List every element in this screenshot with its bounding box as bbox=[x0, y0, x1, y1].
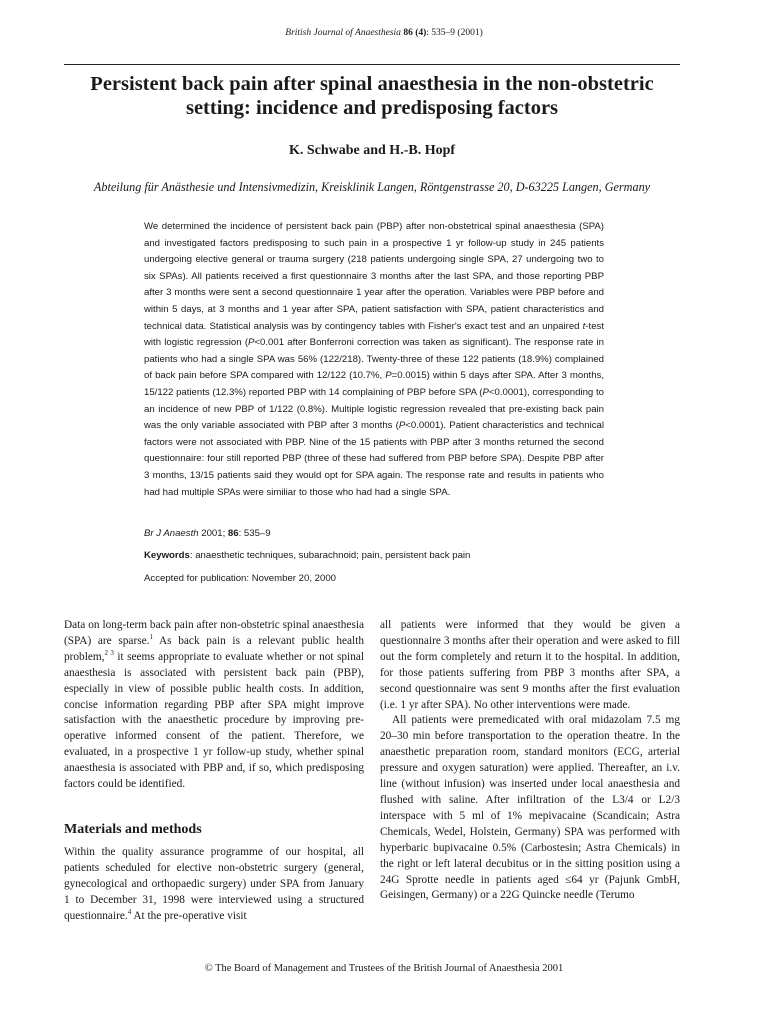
keywords-label: Keywords bbox=[144, 550, 190, 561]
intro-text: Data on long-term back pain after non-obstetric spinal anaesthesia (SPA) are sparse. bbox=[64, 619, 364, 647]
body-column-right bbox=[380, 618, 680, 904]
running-head bbox=[0, 27, 768, 39]
intro-text: As back pain is a relevant public health problem, bbox=[64, 634, 364, 663]
journal-citation bbox=[144, 527, 604, 541]
abstract-segment: <0.001 after Bonferroni correction was taken as significant). The response rate in patients who had a single SPA was 56% (122/218). Twenty-three of these 122 patients (18.9%) complained of back pain before SPA compared with 12/122 (10.7%, bbox=[144, 337, 604, 382]
methods-text: Within the quality assurance programme of our hospital, all patients scheduled for elective non-obstetric surgery (general, gynecological and orthopaedic surgery) under SPA from January 1 to December 31, 1998 were interviewed using a structured questionnaire. bbox=[64, 845, 364, 922]
issue-number: (4) bbox=[415, 28, 427, 38]
abstract-italic-t: t bbox=[582, 320, 586, 332]
header-rule bbox=[64, 64, 680, 65]
abstract-italic-p: P bbox=[482, 386, 489, 398]
abstract-segment: We determined the incidence of persistent back pain (PBP) after non-obstetrical spinal anaesthesia (SPA) and investigated factors predisposing to such pain in a prospective 1 yr follow-up study in 245 patients undergoing elective general or trauma surgery (218 patients undergoing single SPA, 27 undergoing two to six SPAs). All patients received a first questionnaire 3 months after the last SPA, and those reporting PBP after 3 months were sent a second questionnaire 1 year after the operation. Variables were PBP before and within 5 days, at 3 months and 1 year after SPA, patient satisfaction with SPA, patient characteristics and technical data. Statistical analysis was by contingency tables with Fisher's exact test and an unpaired bbox=[144, 221, 604, 332]
page-range: : 535–9 (2001) bbox=[426, 28, 483, 38]
abstract-italic-p: P bbox=[248, 337, 255, 349]
abstract bbox=[144, 219, 604, 501]
abstract-segment: <0.0001), corresponding to an incidence of new PBP of 1/122 (0.8%). Multiple logistic regression revealed that pre-existing back pain was the only variable associated with PBP after 3 months ( bbox=[144, 386, 604, 432]
reference-marker: 4 bbox=[127, 907, 132, 916]
methods-text: At the pre-operative visit bbox=[131, 909, 247, 922]
journal-name: British Journal of Anaesthesia bbox=[285, 28, 401, 38]
keywords-text: : anaesthetic techniques, subarachnoid; pain, persistent back pain bbox=[189, 550, 471, 561]
citation-year: 2001; bbox=[198, 528, 228, 539]
abstract-text bbox=[144, 219, 604, 501]
citation-journal: Br J Anaesth bbox=[144, 528, 199, 539]
intro-text: it seems appropriate to evaluate whether or not spinal anaesthesia is associated with persistent back pain (PBP), especially in view of possible public health costs. In addition, concise information regarding PBP after SPA might improve satisfaction with the anaesthetic procedure by improving pre-operative informed consent of the patient. Therefore, we evaluated, in a prospective 1 yr follow-up study, whether spinal anaesthesia is associated with PBP and, if so, which predisposing factors could be identified. bbox=[64, 650, 364, 791]
body-column-left bbox=[64, 618, 364, 925]
abstract-segment: -test with logistic regression ( bbox=[144, 320, 604, 349]
abstract-italic-p: P bbox=[398, 420, 406, 432]
article-title: Persistent back pain after spinal anaesthesia in the non-obstetric setting: incidence and predisposing factors bbox=[90, 73, 654, 119]
reference-marker: 1 bbox=[149, 633, 153, 642]
methods-paragraph-continued: all patients were informed that they would be given a questionnaire 3 months after their operation and were asked to fill out the form completely and return it to the hospital. In addition, for those patients suffering from PBP 3 months after SPA, a second questionnaire was sent 9 months after the first evaluation (i.e. 1 yr after SPA). No other interventions were made. bbox=[380, 619, 680, 711]
citation-pages: : 535–9 bbox=[238, 528, 271, 539]
methods-paragraph bbox=[64, 845, 364, 925]
volume-number: 86 bbox=[403, 28, 413, 38]
article-authors: K. Schwabe and H.-B. Hopf bbox=[288, 143, 456, 158]
section-heading-methods: Materials and methods bbox=[64, 821, 202, 837]
reference-marker: 2 3 bbox=[104, 649, 114, 658]
accepted-date: Accepted for publication: November 20, 2000 bbox=[144, 573, 336, 584]
author-affiliation: Abteilung für Anästhesie und Intensivmedizin, Kreisklinik Langen, Röntgenstrasse 20, D-63225 Langen, Germany bbox=[93, 180, 651, 194]
keywords bbox=[144, 549, 604, 563]
abstract-segment: =0.0015) within 5 days after SPA. After 3 months, 15/122 patients (12.3%) reported PBP with 14 complaining of PBP before SPA ( bbox=[144, 370, 604, 398]
abstract-italic-p: P bbox=[385, 370, 392, 382]
citation-volume: 86 bbox=[227, 528, 239, 539]
intro-paragraph bbox=[64, 618, 364, 793]
abstract-segment: <0.0001). Patient characteristics and technical factors were not associated with PBP. Nine of the 15 patients with PBP after 3 months returned the second questionnaire: four still reported PBP (three of these had suffered from PBP before SPA). Despite PBP after 3 months, 13/15 patients said they would opt for SPA again. The response rate and results in patients who had had multiple SPAs were similiar to those who had had a single SPA. bbox=[144, 420, 604, 498]
copyright-footer: © The Board of Management and Trustees of the British Journal of Anaesthesia 2001 bbox=[204, 963, 564, 974]
anaesthesia-procedure-paragraph: All patients were premedicated with oral midazolam 7.5 mg 20–30 min before transportation to the operation theatre. In the anaesthetic preparation room, standard monitors (ECG, arterial pressure and oxygen saturation) were applied. Thereafter, an i.v. line (without infusion) was inserted under local anaesthesia and flushed with saline. After infiltration of the L3/4 or L2/3 interspace with 5 ml of 1% mepivacaine (Scandicain; Astra Chemicals, Wedel, Holstein, Germany) SPA was performed with hyperbaric bupivacaine 0.5% (Carbostesin; Astra Chemicals) in the right or left lateral decubitus or in the sitting position using a 24G Sprotte needle in patients aged ≤64 yr (Pajunk GmbH, Geisingen, Germany) or a 22G Quincke needle (Terumo bbox=[380, 714, 680, 902]
